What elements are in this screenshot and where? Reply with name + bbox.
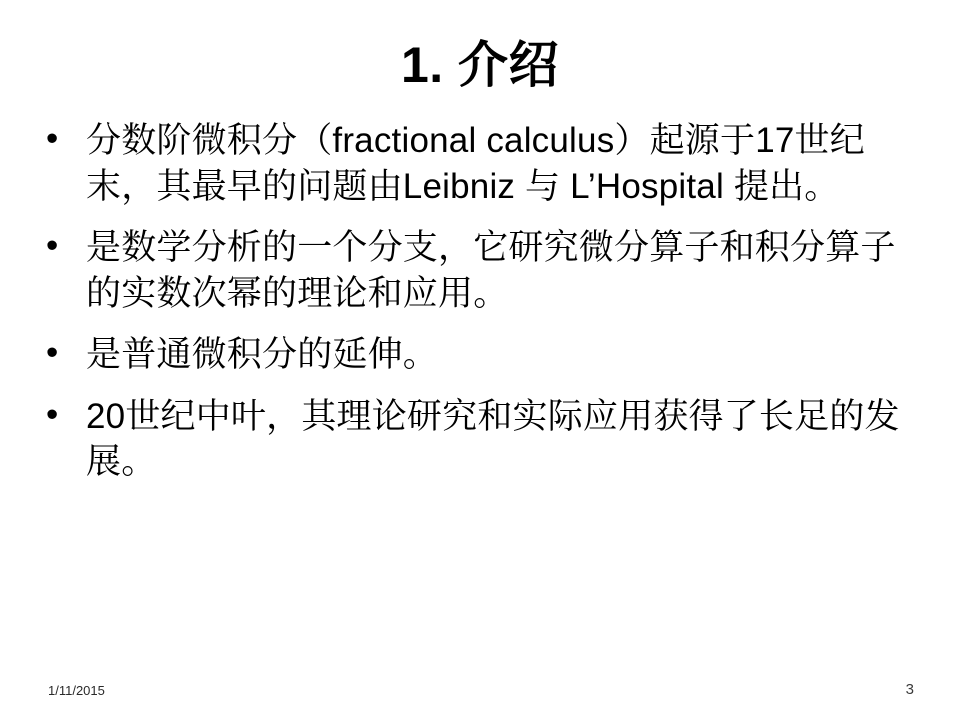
list-item-text: 是数学分析的一个分支，它研究微分算子和积分算子的实数次幂的理论和应用。 (86, 228, 896, 313)
list-item-text: 20世纪中叶，其理论研究和实际应用获得了长足的发展。 (86, 396, 900, 481)
list-item (34, 394, 922, 485)
footer-date: 1/11/2015 (48, 683, 105, 698)
list-item-text: 分数阶微积分（fractional calculus）起源于17世纪末，其最早的问题由Leibniz 与 L’Hospital 提出。 (86, 121, 865, 206)
list-item (34, 225, 922, 316)
bullet-icon: • (46, 394, 59, 434)
bullet-list (34, 118, 922, 485)
bullet-icon: • (46, 119, 59, 158)
list-item-text: 是普通微积分的延伸。 (86, 335, 439, 374)
page-title: 1. 介绍 (400, 37, 560, 93)
bullet-icon: • (46, 226, 59, 265)
list-item (34, 332, 922, 378)
footer-page-number: 3 (905, 681, 914, 698)
bullet-icon: • (46, 333, 59, 372)
list-item (34, 118, 922, 209)
